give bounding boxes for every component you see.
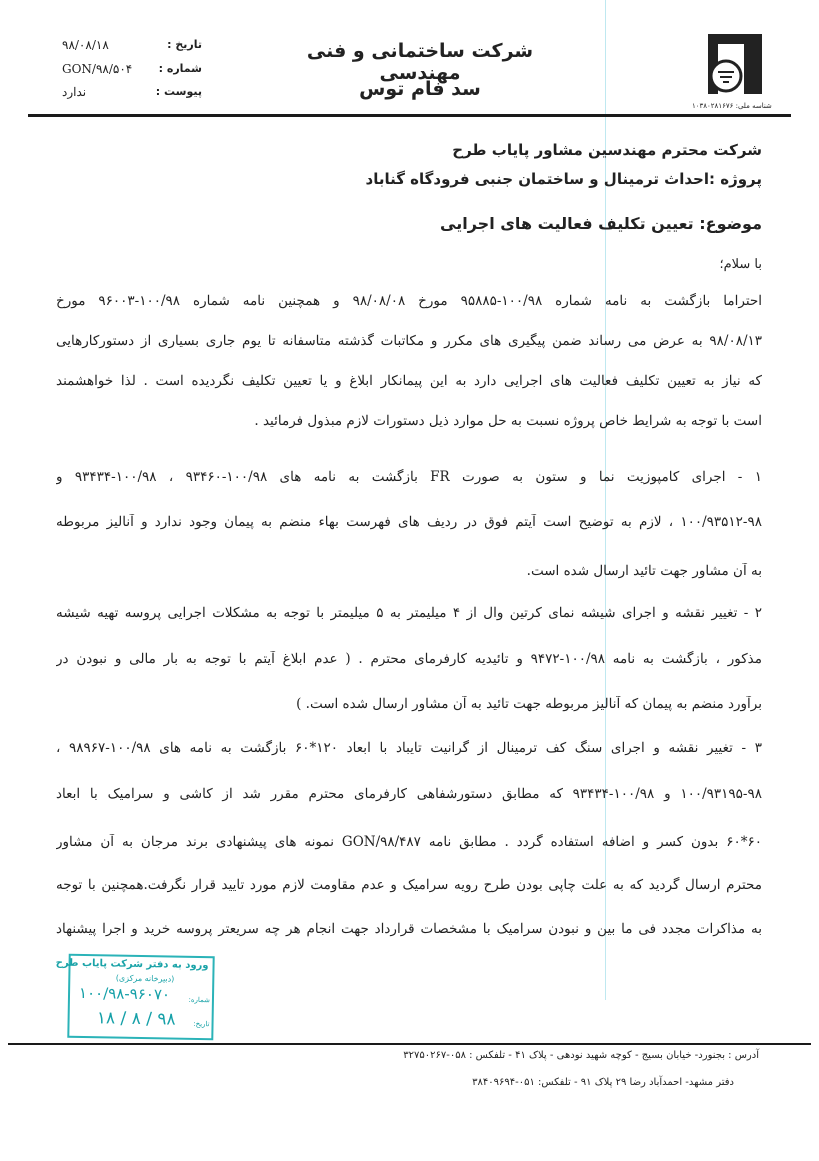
meta-label: پیوست : <box>155 85 202 98</box>
meta-attachment <box>62 85 202 99</box>
header-divider <box>28 114 791 117</box>
meta-value: GON/۹۸/۵۰۴ <box>62 62 133 76</box>
company-logo <box>692 14 772 114</box>
body-line: که نیاز به تعیین تکلیف فعالیت های اجرایی دارد به این پیمانکار ابلاغ و یا تعیین تکلیف نگردیده است . لذا خواهشمند <box>56 373 762 389</box>
meta-label: شماره : <box>158 62 202 75</box>
greeting: با سلام؛ <box>719 257 762 272</box>
stamp-date-label: تاریخ: <box>193 1019 210 1029</box>
meta-value: ۹۸/۰۸/۱۸ <box>62 38 109 52</box>
body-line: ۱۰۰/۹۳۱۹۵-۹۸ و ۱۰۰/۹۸-۹۳۴۳۴ که مطابق دستورشفاهی کارفرمای محترم مقرر شد از کاشی و سرامیک با ابعاد <box>56 786 762 802</box>
meta-number <box>62 62 202 76</box>
stamp-subtitle: (دبیرخانه مرکزی) <box>115 973 175 984</box>
meta-date <box>62 38 202 52</box>
body-line: ۶۰*۶۰ بدون کسر و اضافه استفاده گردد . مطابق نامه GON/۹۸/۴۸۷ نمونه های پیشنهادی برند مرجان به آن مشاور <box>56 834 762 850</box>
meta-value: ندارد <box>62 85 87 99</box>
recipient: شرکت محترم مهندسین مشاور پایاب طرح <box>452 141 762 159</box>
footer-address: آدرس : بجنورد- خیابان بسیج - کوچه شهید نودهی - پلاک ۴۱ - تلفکس : ۰۵۸-۳۲۷۵۰۲۶۷ <box>403 1050 759 1061</box>
body-line: مذکور ، بازگشت به نامه ۱۰۰/۹۸-۹۴۷۲ و تائیدیه کارفرمای محترم . ( عدم ابلاغ آیتم با توجه به بار مالی و نبودن در <box>56 651 762 667</box>
stamp-title: ورود به دفتر شرکت پایاب طرح <box>55 957 209 972</box>
body-line: برآورد منضم به پیمان که آنالیز مربوطه جهت تائید به آن مشاور ارسال شده است. ) <box>296 696 762 712</box>
footer-office: دفتر مشهد- احمدآباد رضا ۲۹ پلاک ۹۱ - تلفکس: ۰۵۱-۳۸۴۰۹۶۹۴ <box>472 1077 734 1088</box>
meta-label: تاریخ : <box>167 38 202 51</box>
footer-divider <box>8 1043 811 1045</box>
stamp-date-value: ۹۸ / ۸ / ۱۸ <box>96 1008 176 1030</box>
body-line: است با توجه به شرایط خاص پروژه نسبت به حل موارد ذیل دستورات لازم مبذول فرمائید . <box>254 413 762 429</box>
body-line: ۲ - تغییر نقشه و اجرای شیشه نمای کرتین وال از ۴ میلیمتر به ۵ میلیمتر با توجه به مشکلات اجرایی پروسه تهیه شیشه <box>56 605 762 621</box>
body-line: ۹۸/۰۸/۱۳ به عرض می رساند ضمن پیگیری های مکرر و مکاتبات گذشته متاسفانه تا یوم جاری بسیاری از دستورکارهایی <box>56 333 762 349</box>
company-name-line2: سد فام توس <box>359 78 481 100</box>
body-line: به آن مشاور جهت تائید ارسال شده است. <box>526 563 762 579</box>
received-stamp <box>55 954 214 1041</box>
company-name: شرکت ساختمانی و فنی مهندسی <box>306 40 534 84</box>
stamp-number-label: شماره: <box>188 995 211 1005</box>
body-line: ۱ - اجرای کامپوزیت نما و ستون به صورت FR بازگشت به نامه های ۱۰۰/۹۸-۹۳۴۶۰ ، ۱۰۰/۹۸-۹۳۴۳۴ و <box>56 469 762 485</box>
body-line: ۳ - تغییر نقشه و اجرای سنگ کف ترمینال از گرانیت تایباد با ابعاد ۱۲۰*۶۰ بازگشت به نامه های ۱۰۰/۹۸-۹۸۹۶۷ ، <box>56 740 762 756</box>
body-line: به مذاکرات مجدد فی ما بین و نبودن سرامیک با مشخصات قرارداد جهت انجام هر چه سریعتر پروسه خرید و اجرا پیشنهاد <box>56 921 762 937</box>
body-line: ۱۰۰/۹۳۵۱۲-۹۸ ، لازم به توضیح است آیتم فوق در ردیف های فهرست بهاء منضم به پیمان وجود ندارد و آنالیز مربوطه <box>56 514 762 530</box>
logo-national-id: شناسه ملی: ۱۰۳۸۰۲۸۱۶۷۶ <box>692 102 772 110</box>
subject-line: موضوع: تعیین تکلیف فعالیت های اجرایی <box>440 214 762 233</box>
stamp-number-value: ۱۰۰/۹۸-۹۶۰۷۰ <box>78 983 171 1004</box>
project-line: پروژه :احداث ترمینال و ساختمان جنبی فرودگاه گناباد <box>365 170 762 188</box>
body-line: احتراما بازگشت به نامه شماره ۱۰۰/۹۸-۹۵۸۸۵ مورخ ۹۸/۰۸/۰۸ و همچنین نامه شماره ۱۰۰/۹۸-۹۶۰۰۳ مورخ <box>56 293 762 309</box>
body-line: محترم ارسال گردید که به علت چاپی بودن طرح رویه سرامیک و عدم مقاومت لازم مورد تایید قرار نگرفت.همچنین با توجه <box>56 877 762 893</box>
